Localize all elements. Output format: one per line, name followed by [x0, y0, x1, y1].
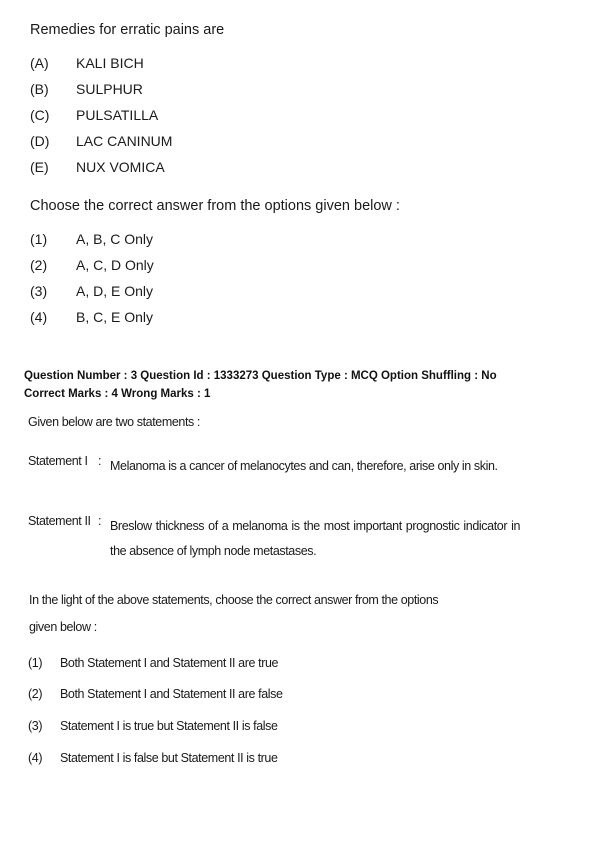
question-title: Remedies for erratic pains are — [30, 22, 225, 38]
option-label: (A) — [30, 55, 49, 71]
answer-label: (4) — [30, 309, 48, 325]
option-label: (B) — [30, 81, 49, 97]
statement-label: Statement II — [28, 514, 91, 528]
question-meta: Question Number : 3 Question Id : 1333273 Question Type : MCQ Option Shuffling : No — [24, 370, 497, 382]
answer-text: Both Statement I and Statement II are false — [60, 687, 283, 701]
answer-text: B, C, E Only — [76, 309, 154, 325]
statements-intro: Given below are two statements : — [28, 415, 201, 429]
option-text: NUX VOMICA — [76, 159, 165, 175]
statement-colon: : — [98, 454, 102, 468]
statement-1 — [24, 454, 564, 504]
answer-label: (1) — [28, 656, 43, 670]
option-text: KALI BICH — [76, 55, 144, 71]
answer-label: (2) — [30, 257, 48, 273]
statement-text: Breslow thickness of a melanoma is the most important prognostic indicator in the absence of lymph node metastases. — [110, 519, 520, 558]
option-text: PULSATILLA — [76, 107, 159, 123]
marks-meta: Correct Marks : 4 Wrong Marks : 1 — [24, 388, 211, 400]
answer-text: A, D, E Only — [76, 283, 154, 299]
answer-label: (3) — [28, 719, 43, 733]
statement-2 — [24, 514, 564, 564]
option-label: (D) — [30, 133, 50, 149]
answer-text: Statement I is false but Statement II is true — [60, 751, 278, 765]
answer-label: (2) — [28, 687, 43, 701]
answer-text: A, C, D Only — [76, 257, 154, 273]
answer-label: (4) — [28, 751, 43, 765]
answer-label: (1) — [30, 231, 48, 247]
answer-label: (3) — [30, 283, 48, 299]
choose-instruction: Choose the correct answer from the options given below : — [30, 198, 400, 214]
option-label: (C) — [30, 107, 50, 123]
answer-text: Statement I is true but Statement II is false — [60, 719, 278, 733]
statement-label: Statement I — [28, 454, 88, 468]
option-text: SULPHUR — [76, 81, 143, 97]
option-text: LAC CANINUM — [76, 133, 173, 149]
answer-text: A, B, C Only — [76, 231, 154, 247]
option-label: (E) — [30, 159, 49, 175]
choose-instruction: In the light of the above statements, choose the correct answer from the options given below : — [29, 593, 439, 634]
statement-text: Melanoma is a cancer of melanocytes and can, therefore, arise only in skin. — [110, 459, 498, 473]
statement-colon: : — [98, 514, 102, 528]
answer-text: Both Statement I and Statement II are true — [60, 656, 279, 670]
